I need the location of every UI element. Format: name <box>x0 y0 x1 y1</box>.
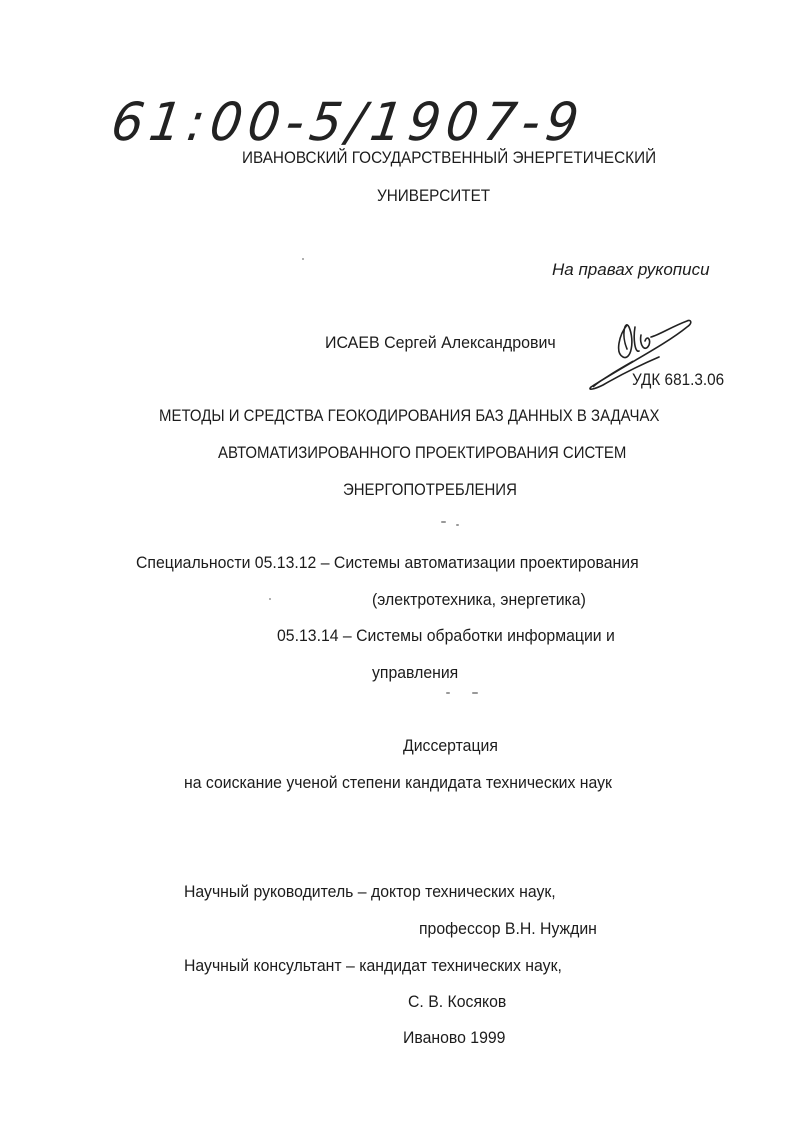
scan-speck <box>456 524 459 526</box>
scan-speck <box>472 692 478 694</box>
supervisor-line-1: Научный руководитель – доктор технических наук, <box>184 882 556 901</box>
specialties-line-2: (электротехника, энергетика) <box>372 590 586 609</box>
title-line-2: АВТОМАТИЗИРОВАННОГО ПРОЕКТИРОВАНИЯ СИСТЕМ <box>218 443 627 462</box>
manuscript-note: На правах рукописи <box>552 260 710 279</box>
title-line-3: ЭНЕРГОПОТРЕБЛЕНИЯ <box>343 480 517 499</box>
scan-speck <box>269 598 271 600</box>
scan-speck <box>441 521 446 523</box>
consultant-line-2: С. В. Косяков <box>408 992 507 1011</box>
consultant-line-1: Научный консультант – кандидат технических наук, <box>184 956 562 975</box>
author-name: ИСАЕВ Сергей Александрович <box>325 333 556 352</box>
dissertation-label: Диссертация <box>403 736 498 755</box>
scan-speck <box>302 258 304 260</box>
specialties-line-1: Специальности 05.13.12 – Системы автоматизации проектирования <box>136 553 639 572</box>
institution-line-2: УНИВЕРСИТЕТ <box>377 186 491 205</box>
city-year: Иваново 1999 <box>403 1028 506 1047</box>
scan-speck <box>446 692 450 694</box>
signature-image <box>575 305 705 405</box>
specialties-line-3: 05.13.14 – Системы обработки информации и <box>277 626 615 645</box>
institution-line-1: ИВАНОВСКИЙ ГОСУДАРСТВЕННЫЙ ЭНЕРГЕТИЧЕСКИЙ <box>242 148 657 167</box>
udk-code: УДК 681.3.06 <box>632 370 725 389</box>
supervisor-line-2: профессор В.Н. Нуждин <box>419 919 597 938</box>
title-line-1: МЕТОДЫ И СРЕДСТВА ГЕОКОДИРОВАНИЯ БАЗ ДАННЫХ В ЗАДАЧАХ <box>159 406 660 425</box>
degree-line: на соискание ученой степени кандидата технических наук <box>184 773 612 792</box>
specialties-line-4: управления <box>372 663 459 682</box>
handwritten-catalog-number: 61:00-5/1907-9 <box>107 91 589 153</box>
